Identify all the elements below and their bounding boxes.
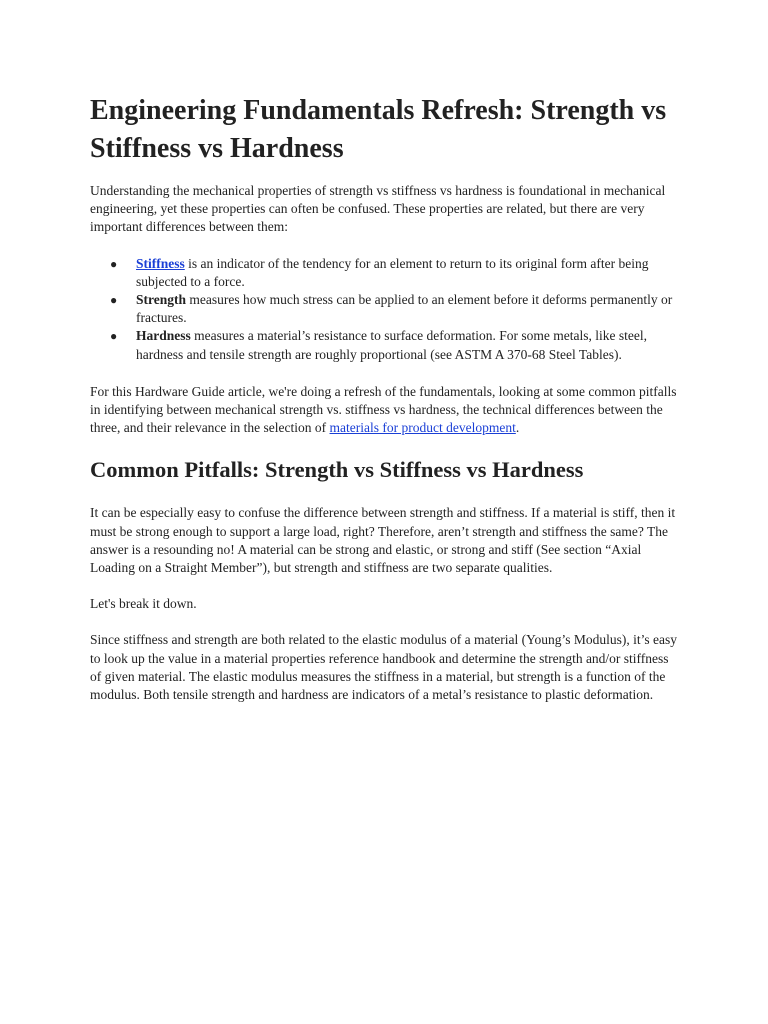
- list-item-hardness: [110, 327, 680, 363]
- page-title: Engineering Fundamentals Refresh: Strength vs Stiffness vs Hardness: [90, 95, 667, 164]
- bullet-icon: ●: [110, 293, 118, 308]
- modulus-paragraph: Since stiffness and strength are both related to the elastic modulus of a material (Young’s Modulus), it’s easy to look up the value in a material properties reference handbook and determine the strength and/or stiffness of given material. The elastic modulus measures the stiffness in a material, but strength is a function of the modulus. Both tensile strength and hardness are indicators of a metal’s resistance to plastic deformation.: [90, 632, 678, 703]
- intro-paragraph: Understanding the mechanical properties of strength vs stiffness vs hardness is foundational in mechanical engineering, yet these properties can often be confused. These properties are related, but there are very important differences between them:: [90, 183, 666, 235]
- list-item-text: measures how much stress can be applied to an element before it deforms permanently or fractures.: [136, 292, 673, 326]
- guide-paragraph: For this Hardware Guide article, we're doing a refresh of the fundamentals, looking at some common pitfalls in identifying between mechanical strength vs. stiffness vs hardness, the technical differences between the three, and their relevance in the selection of materials for product development.: [90, 383, 677, 436]
- break-down-paragraph: Let's break it down.: [90, 596, 197, 612]
- list-item-strength: [110, 291, 680, 327]
- list-item-text: is an indicator of the tendency for an element to return to its original form after being subjected to a force.: [136, 255, 649, 289]
- bullet-icon: ●: [110, 329, 118, 344]
- materials-link[interactable]: materials for product development: [329, 420, 516, 436]
- bullet-icon: ●: [110, 256, 118, 271]
- list-item-text: measures a material’s resistance to surface deformation. For some metals, like steel, hardness and tensile strength are roughly proportional (see ASTM A 370-68 Steel Tables).: [136, 328, 647, 362]
- article: [90, 92, 680, 722]
- list-item-term: Hardness: [136, 328, 191, 344]
- list-item-stiffness: [110, 255, 680, 291]
- stiffness-link[interactable]: Stiffness: [136, 255, 185, 271]
- pitfalls-paragraph: It can be especially easy to confuse the difference between strength and stiffness. If a material is stiff, then it must be strong enough to support a large load, right? Therefore, aren’t strength and stiffness the same? The answer is a resounding no! A material can be strong and elastic, or strong and stiff (See section “Axial Loading on a Straight Member”), but strength and stiffness are two separate qualities.: [90, 505, 676, 576]
- section-heading: Common Pitfalls: Strength vs Stiffness vs Hardness: [90, 457, 584, 483]
- properties-list: [90, 255, 680, 364]
- list-item-term: Strength: [136, 292, 187, 308]
